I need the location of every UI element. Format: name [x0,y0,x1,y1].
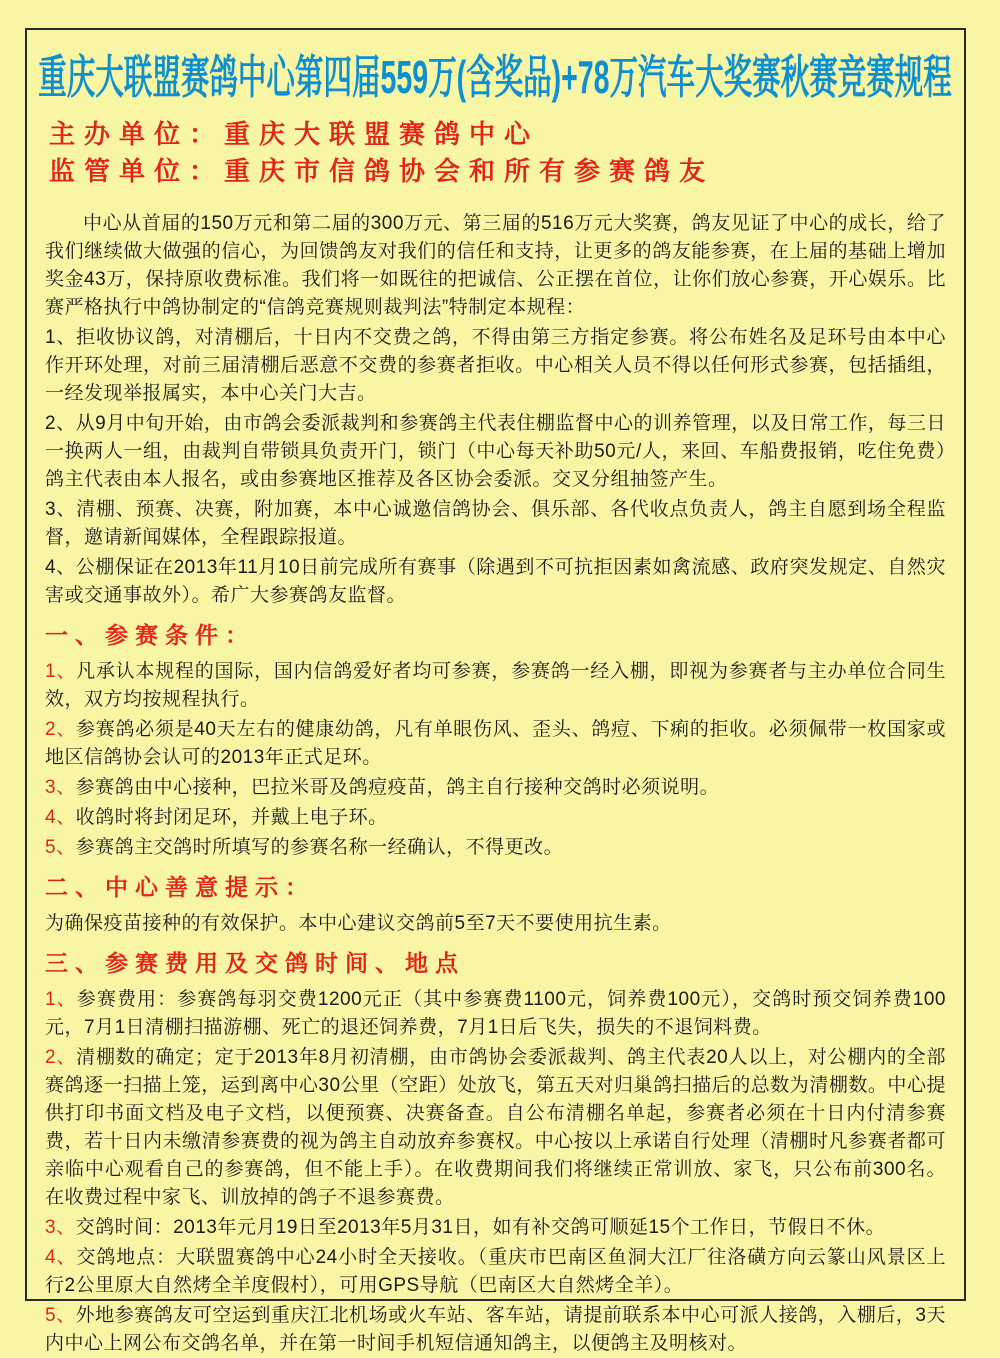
section-heading-conditions: 一、参赛条件： [45,622,255,648]
condition-item-4 [45,804,946,832]
condition-item-1 [45,658,946,714]
item-number: 3、 [45,1217,76,1238]
item-number: 3、 [45,777,76,798]
condition-item-3 [45,774,946,802]
item-number: 1、 [45,661,77,682]
notice-paragraph: 为确保疫苗接种的有效保护。本中心建议交鸽前5至7天不要使用抗生素。 [45,913,672,934]
section-heading-notice: 二、中心善意提示： [45,874,315,900]
item-text: 清棚数的确定；定于2013年8月初清棚，由市鸽协会委派裁判、鸽主代表20人以上，对公棚内的全部赛鸽逐一扫描上笼，运到离中心30公里（空距）处放飞，第五天对归巢鸽扫描后的总数为清棚数。中心提供打印书面文档及电子文档，以便预赛、决赛备查。自公布清棚名单起，参赛者必须在十日内付清参赛费，若十日内未缴清参赛费的视为鸽主自动放弃参赛权。中心按以上承诺自行处理（清棚时凡参赛者都可亲临中心观看自己的参赛鸽，但不能上手）。在收费期间我们将继续正常训放、家飞，只公布前300名。在收费过程中家飞、训放掉的鸽子不退参赛费。 [45,1047,946,1208]
item-text: 参赛鸽由中心接种，巴拉米哥及鸽痘疫苗，鸽主自行接种交鸽时必须说明。 [75,777,720,798]
intro-paragraph: 中心从首届的150万元和第二届的300万元、第三届的516万元大奖赛，鸽友见证了中心的成长，给了我们继续做大做强的信心，为回馈鸽友对我们的信任和支持，让更多的鸽友能参赛，在上届的基础上增加奖金43万，保持原收费标准。我们将一如既往的把诚信、公正摆在首位，让你们放心参赛，开心娱乐。比赛严格执行中鸽协制定的“信鸽竞赛规则裁判法”特制定本规程： [45,213,946,318]
item-number: 4、 [45,807,76,828]
document-frame [25,28,966,1354]
item-text: 外地参赛鸽友可空运到重庆江北机场或火车站、客车站，请提前联系本中心可派人接鸽，入棚后，3天内中心上网公布交鸽名单，并在第一时间手机短信通知鸽主，以便鸽主及明核对。 [45,1305,946,1354]
general-rule-1: 1、拒收协议鸽，对清棚后，十日内不交费之鸽，不得由第三方指定参赛。将公布姓名及足环号由本中心作开环处理，对前三届清棚后恶意不交费的参赛者拒收。中心相关人员不得以任何形式参赛，包括插组，一经发现举报属实，本中心关门大吉。 [45,327,946,404]
item-text: 参赛鸽主交鸽时所填写的参赛名称一经确认，不得更改。 [75,837,564,858]
org-block [49,116,948,190]
item-number: 2、 [45,1047,77,1068]
item-text: 交鸽地点：大联盟赛鸽中心24小时全天接收。（重庆市巴南区鱼洞大江厂往洛磺方向云篆山风景区上行2公里原大自然烤全羊度假村），可用GPS导航（巴南区大自然烤全羊）。 [45,1247,946,1296]
general-rule-3: 3、清棚、预赛、决赛，附加赛，本中心诚邀信鸽协会、俱乐部、各代收点负责人，鸽主自愿到场全程监督，邀请新闻媒体，全程跟踪报道。 [45,499,946,548]
general-rule-2: 2、从9月中旬开始，由市鸽会委派裁判和参赛鸽主代表住棚监督中心的训养管理，以及日常工作，每三日一换两人一组，由裁判自带锁具负责开门，锁门（中心每天补助50元/人，来回、车船费报销，吃住免费）鸽主代表由本人报名，或由参赛地区推荐及各区协会委派。交叉分组抽签产生。 [45,413,946,490]
item-number: 2、 [45,719,77,740]
document-body [45,210,946,1358]
condition-item-5 [45,834,946,862]
fee-item-2 [45,1044,946,1212]
item-text: 收鸽时将封闭足环，并戴上电子环。 [75,807,388,828]
general-rule-4: 4、公棚保证在2013年11月10日前完成所有赛事（除遇到不可抗拒因素如禽流感、政府突发规定、自然灾害或交通事故外）。希广大参赛鸽友监督。 [45,557,946,606]
organizer-line: 主办单位：重庆大联盟赛鸽中心 [49,119,540,149]
condition-item-2 [45,716,946,772]
item-number: 4、 [45,1247,77,1268]
item-number: 1、 [45,989,77,1010]
fee-item-3 [45,1214,946,1242]
fee-item-4 [45,1244,946,1300]
supervisor-line: 监管单位：重庆市信鸽协会和所有参赛鸽友 [49,156,715,186]
item-text: 参赛费用：参赛鸽每羽交费1200元正（其中参赛费1100元，饲养费100元），交鸽时预交饲养费100元，7月1日清棚扫描游棚、死亡的退还饲养费，7月1日后飞失，损失的不退饲料费。 [45,989,946,1038]
item-number: 5、 [45,837,76,858]
item-text: 交鸽时间：2013年元月19日至2013年5月31日，如有补交鸽可顺延15个工作日，节假日不休。 [75,1217,886,1238]
document-title: 重庆大联盟赛鸽中心第四届559万(含奖品)+78万汽车大奖赛秋赛竞赛规程 [37,51,952,103]
fee-item-1 [45,986,946,1042]
item-number: 5、 [45,1305,76,1326]
item-text: 凡承认本规程的国际，国内信鸽爱好者均可参赛，参赛鸽一经入棚，即视为参赛者与主办单位合同生效，双方均按规程执行。 [45,661,946,710]
fee-item-5 [45,1302,946,1358]
section-heading-fees: 三、参赛费用及交鸽时间、地点 [45,950,465,976]
item-text: 参赛鸽必须是40天左右的健康幼鸽，凡有单眼伤风、歪头、鸽痘、下痢的拒收。必须佩带一枚国家或地区信鸽协会认可的2013年正式足环。 [45,719,946,768]
